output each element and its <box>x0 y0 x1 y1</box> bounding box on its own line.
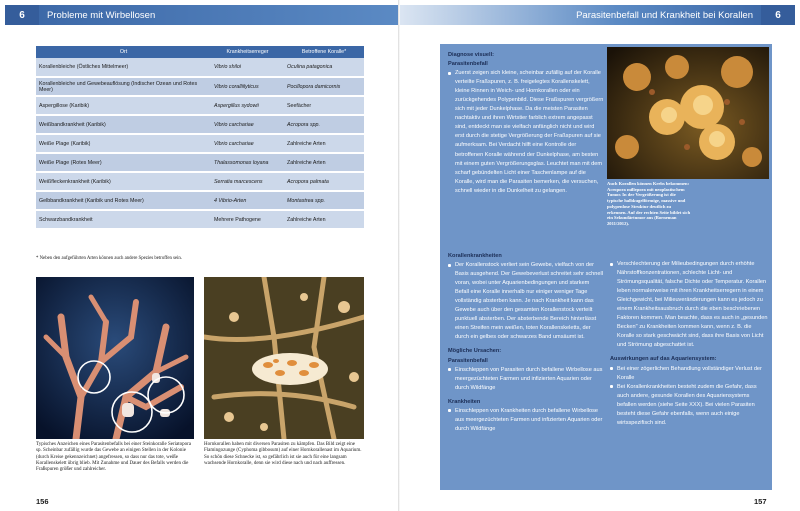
seriatopora-image <box>36 277 194 439</box>
page-number-right: 157 <box>754 497 767 506</box>
heading-diagnose: Diagnose visuell: <box>448 52 495 58</box>
table-row <box>36 191 364 210</box>
heading-korallenkrankheiten: Korallenkrankheiten <box>448 253 502 259</box>
auswirkungen-list <box>610 365 768 428</box>
table-row <box>36 96 364 115</box>
table-cell: Montastrea spp. <box>284 191 364 210</box>
header-title-right: Parasitenbefall und Krankheit bei Korallen <box>400 5 761 25</box>
caption-acropora-tumor: Auch Korallen können Krebs bekommen: Acropora millepora mit neoplastischem Tumor. In der Vergrößerung ist die typische halbkugelförmige, massive und polypenlose Struktur deutlich zu erkennen. Auf der rechten Seite bildet sich ein Sekundärtumor aus (Borneman 2011/2012). <box>607 181 691 227</box>
acropora-tumor-image <box>607 47 769 179</box>
caption-seriatopora: Typisches Anzeichen eines Parasitenbefalls bei einer Steinkoralle Seriatopora sp. Scheinbar zufällig wurde das Gewebe an einigen Stellen in der Kolonie (durch Kreise gekennzeichnet) angefressen, so dass nur das tote, weiße Korallenskelett übrig blieb. Mit Zunahme und Dauer des Befalls werden die Fraßspuren größer und zahlreicher. <box>36 442 192 472</box>
list-item: Einschleppen von Krankheiten durch befallene Wirbellose aus meergezüchteten Farmen und infizierten Aquarien oder durch Wildfänge <box>448 407 604 434</box>
header-title-left: Probleme mit Wirbellosen <box>39 5 400 25</box>
table-cell: Pocillopora damicornis <box>284 77 364 96</box>
table-cell: Korallenbleiche (Östliches Mittelmeer) <box>36 58 211 77</box>
page-number-left: 156 <box>36 497 49 506</box>
table-cell: Weiße Plage (Rotes Meer) <box>36 153 211 172</box>
pathogen-table <box>36 46 364 230</box>
caption-flamingo-tongue: Hornkorallen haben mit diversen Parasiten zu kämpfen. Das Bild zeigt eine Flamingozunge (Cyphoma gibbosum) auf einer Hornkorallenast im Aquarium. So schön diese Schnecke ist, so gefährlich ist sie auch für eine langsam wachsende Hornkoralle, denn sie wird diese nach und nach auffressen. <box>204 442 362 466</box>
column-right-lower <box>610 260 768 428</box>
table-cell: Weißbandkrankheit (Karibik) <box>36 115 211 134</box>
table-header-erreger: Krankheitserreger <box>211 46 284 58</box>
krankheiten-ursachen-list <box>448 407 604 434</box>
table-cell: Aspergillus sydowii <box>211 96 284 115</box>
table-cell: Zahlreiche Arten <box>284 134 364 153</box>
list-item: Zuerst zeigen sich kleine, scheinbar zufällig auf der Koralle verteilte Fraßspuren, z. B. freigelegtes Korallenskelett, kleine Rinnen in Weich- und Hornkorallen oder ein zurückgehendes Polypenbild. Diese Fraßspuren vergrößern sich mit jeder Dunkelphase. Da die meisten Parasiten nachtaktiv und ihren Wirtstier farblich extrem angepasst sind, entdeckt man sie vielfach anfänglich nicht und wird erst durch die stetige Vergrößerung der Fraßspuren auf sie aufmerksam. Bei Verdacht hilft eine Kontrolle der betroffenen Koralle während der Dunkelphase, am besten mit einem guten Vergrößerungsglas. Leuchtet man mit dem scharf gebündelten Licht einer Taschenlampe auf die Koralle, wird man die Parasiten bemerken, die versuchen, schnell wieder in die Dunkelheit zu gelangen. <box>448 69 604 196</box>
table-row <box>36 58 364 77</box>
coral-photo-flamingo-tongue <box>204 277 364 439</box>
table-cell: Schwarzbandkrankheit <box>36 210 211 229</box>
table-row <box>36 153 364 172</box>
table-cell: Oculina patagonica <box>284 58 364 77</box>
table-cell: Zahlreiche Arten <box>284 210 364 229</box>
table-cell: Seefächer <box>284 96 364 115</box>
table-row <box>36 77 364 96</box>
table-cell: 4 Vibrio-Arten <box>211 191 284 210</box>
table-cell: Vibrio carchariae <box>211 134 284 153</box>
list-item: Der Korallenstock verliert sein Gewebe, vielfach von der Basis ausgehend. Der Gewebeverlust schreitet sehr schnell voran, wobei unter Aquarienbedingungen und starkem Befall eine Koralle innerhalb nur einiger weniger Tage vollständig absterben kann. Je nach Krankheit kann das Gewebe auch über den gesamten Korallenstock verteilt punktuell absterben. Der absterbende Bereich hinterlässt einen Streifen mein weißen, toten Korallenskeletts, der durch ein gelbes oder schwarzes Band umsäumt ist. <box>448 261 604 342</box>
coral-photo-seriatopora <box>36 277 194 439</box>
chapter-number-right: 6 <box>761 5 795 25</box>
table-cell: Korallenbleiche und Gewebeauflösung (Indischer Ozean und Rotes Meer) <box>36 77 211 96</box>
chapter-number-left: 6 <box>5 5 39 25</box>
diagnose-list <box>448 69 604 196</box>
table-cell: Vibrio shiloi <box>211 58 284 77</box>
table-cell: Weißfleckenkrankheit (Karibik) <box>36 172 211 191</box>
table-row <box>36 115 364 134</box>
heading-auswirkungen: Auswirkungen auf das Aquariensystem: <box>610 356 717 363</box>
list-item: Einschleppen von Parasiten durch befallene Wirbellose aus meergezüchteten Farmen und infizierten Aquarien oder durch Wildfänge <box>448 366 604 393</box>
coral-photo-acropora-tumor <box>607 47 769 179</box>
milieu-list <box>610 260 768 350</box>
subheading-parasitenbefall-2: Parasitenbefall <box>448 357 488 364</box>
table-cell: Gelbbandkrankheit (Karibik und Rotes Meer) <box>36 191 211 210</box>
table-cell: Vibrio coralliilyticus <box>211 77 284 96</box>
column-diagnose <box>448 51 604 196</box>
subheading-parasitenbefall: Parasitenbefall <box>448 61 488 68</box>
heading-krankheiten: Krankheiten <box>448 398 481 405</box>
krankheiten-list <box>448 261 604 342</box>
table-row <box>36 134 364 153</box>
heading-ursachen: Mögliche Ursachen: <box>448 348 502 355</box>
table-cell: Serratia marcescens <box>211 172 284 191</box>
ursachen-list <box>448 366 604 393</box>
table-row <box>36 210 364 229</box>
table-footnote: * Neben den aufgeführten Arten können auch andere Spezies betroffen sein. <box>36 256 183 261</box>
table-cell: Acropora spp. <box>284 115 364 134</box>
table-header-ort: Ort <box>36 46 211 58</box>
table-row <box>36 172 364 191</box>
table-header-row <box>36 46 364 58</box>
table-cell: Acropora palmata <box>284 172 364 191</box>
list-item: Bei Korallenkrankheiten besteht zudem die Gefahr, dass auch andere, gesunde Korallen des Aquariensystems befallen werden (siehe Seite XXX). Bei vielen Parasiten besteht diese Gefahr ebenfalls, wenn auch einige wirtsspezifisch sind. <box>610 383 768 428</box>
table-cell: Thalassomonas loyana <box>211 153 284 172</box>
list-item: Bei einer zögerlichen Behandlung vollständiger Verlust der Koralle <box>610 365 768 383</box>
list-item: Verschlechterung der Milieubedingungen durch erhöhte Nährstoffkonzentrationen, schlechte Licht- und Strömungsqualität, falsche Dichte oder Temperatur. Korallen leben normalerweise mit ihren Krankheitserregern in einem Gleichgewicht, bei Milieuveränderungen kann es jedoch zu einem Krankheitsausbruch durch die eben beschriebenen Faktoren kommen. Man beachte, dass es auch in „gesunden Becken" zu Krankheiten kommen kann, wenn z. B. die Koralle so stark geschwächt sind, dass ihre Basis von Licht und Strömung abgeschattet ist. <box>610 260 768 350</box>
table-cell: Vibrio carchariae <box>211 115 284 134</box>
flamingo-tongue-image <box>204 277 364 439</box>
table-cell: Mehrere Pathogene <box>211 210 284 229</box>
table-header-koralle: Betroffene Koralle* <box>284 46 364 58</box>
table-cell: Zahlreiche Arten <box>284 153 364 172</box>
table-cell: Aspergillose (Karibik) <box>36 96 211 115</box>
column-left-lower <box>448 252 604 434</box>
table-cell: Weiße Plage (Karibik) <box>36 134 211 153</box>
